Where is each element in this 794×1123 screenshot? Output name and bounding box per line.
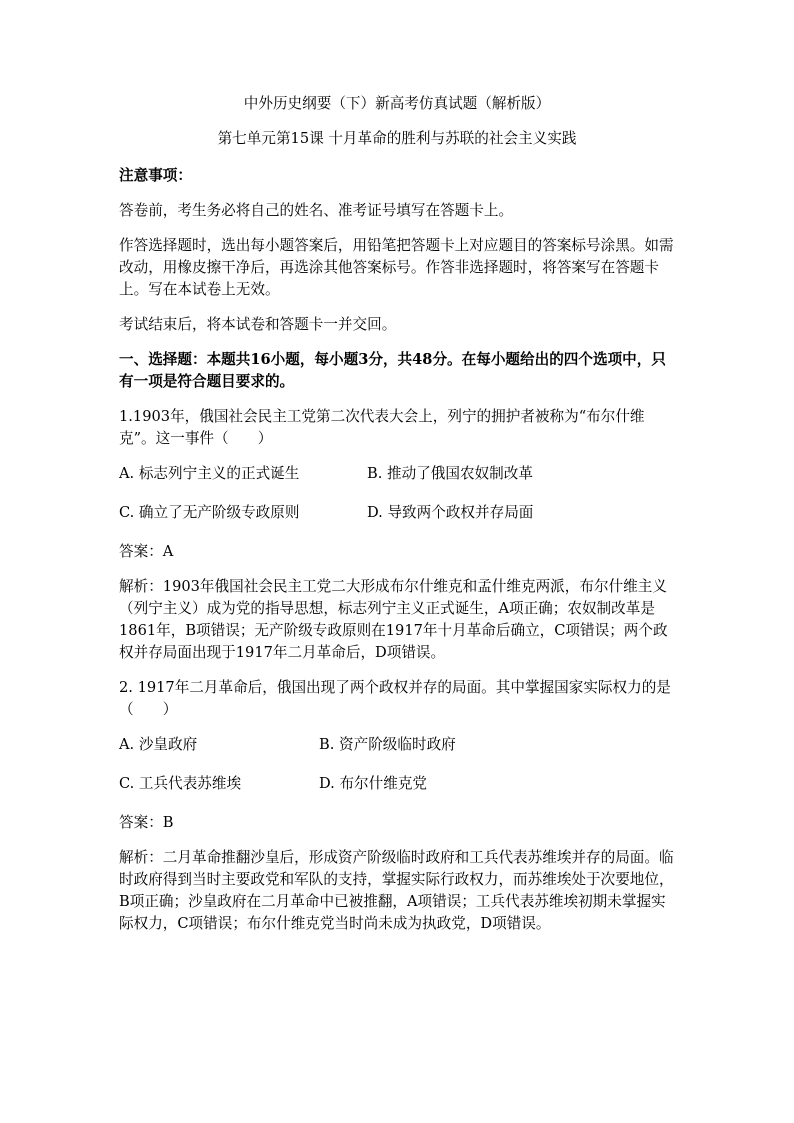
options-row [119, 463, 675, 485]
question-2 [119, 677, 675, 935]
options-row [119, 502, 675, 524]
options-row [119, 734, 675, 756]
notice-item-3: 考试结束后，将本试卷和答题卡一并交回。 [119, 316, 397, 333]
option-d: D. 布尔什维克党 [319, 775, 428, 792]
question-stem: 2. 1917年二月革命后，俄国出现了两个政权并存的局面。其中掌握国家实际权力的是（ ） [119, 679, 671, 718]
option-a: A. 标志列宁主义的正式诞生 [119, 465, 300, 482]
question-stem: 1.1903年，俄国社会民主工党第二次代表大会上，列宁的拥护者被称为“布尔什维克”。这一事件（ ） [119, 408, 645, 447]
option-b: B. 资产阶级临时政府 [319, 736, 456, 753]
option-c: C. 工兵代表苏维埃 [119, 775, 242, 792]
answer: 答案：A [119, 543, 174, 560]
options-row [119, 773, 675, 795]
answer: 答案：B [119, 814, 174, 831]
document-title: 中外历史纲要（下）新高考仿真试题（解析版） [243, 95, 551, 112]
document-subtitle: 第七单元第15课 十月革命的胜利与苏联的社会主义实践 [217, 130, 577, 147]
exam-page [119, 93, 675, 948]
option-c: C. 确立了无产阶级专政原则 [119, 504, 300, 521]
option-b: B. 推动了俄国农奴制改革 [367, 465, 533, 482]
notice-item-2: 作答选择题时，选出每小题答案后，用铅笔把答题卡上对应题目的答案标号涂黑。如需改动，用橡皮擦干净后，再选涂其他答案标号。作答非选择题时，将答案写在答题卡上。写在本试卷上无效。 [119, 237, 674, 298]
option-a: A. 沙皇政府 [119, 736, 198, 753]
question-1 [119, 406, 675, 664]
analysis: 解析：二月革命推翻沙皇后，形成资产阶级临时政府和工兵代表苏维埃并存的局面。临时政府得到当时主要政党和军队的支持，掌握实际行政权力，而苏维埃处于次要地位，B项正确；沙皇政府在二月革命中已被推翻，A项错误；工兵代表苏维埃初期未掌握实际权力，C项错误；布尔什维克党当时尚未成为执政党，D项错误。 [119, 849, 674, 932]
analysis: 解析：1903年俄国社会民主工党二大形成布尔什维克和孟什维克两派，布尔什维主义（列宁主义）成为党的指导思想，标志列宁主义正式诞生，A项正确；农奴制改革是1861年，B项错误；无产阶级专政原则在1917年十月革命后确立，C项错误；两个政权并存局面出现于1917年二月革命后，D项错误。 [119, 578, 668, 661]
section-heading: 一、选择题：本题共16小题，每小题3分，共48分。在每小题给出的四个选项中，只有一项是符合题目要求的。 [119, 351, 666, 390]
option-d: D. 导致两个政权并存局面 [367, 504, 534, 521]
notice-item-1: 答卷前，考生务必将自己的姓名、准考证号填写在答题卡上。 [119, 202, 514, 219]
notice-heading: 注意事项： [119, 167, 192, 184]
